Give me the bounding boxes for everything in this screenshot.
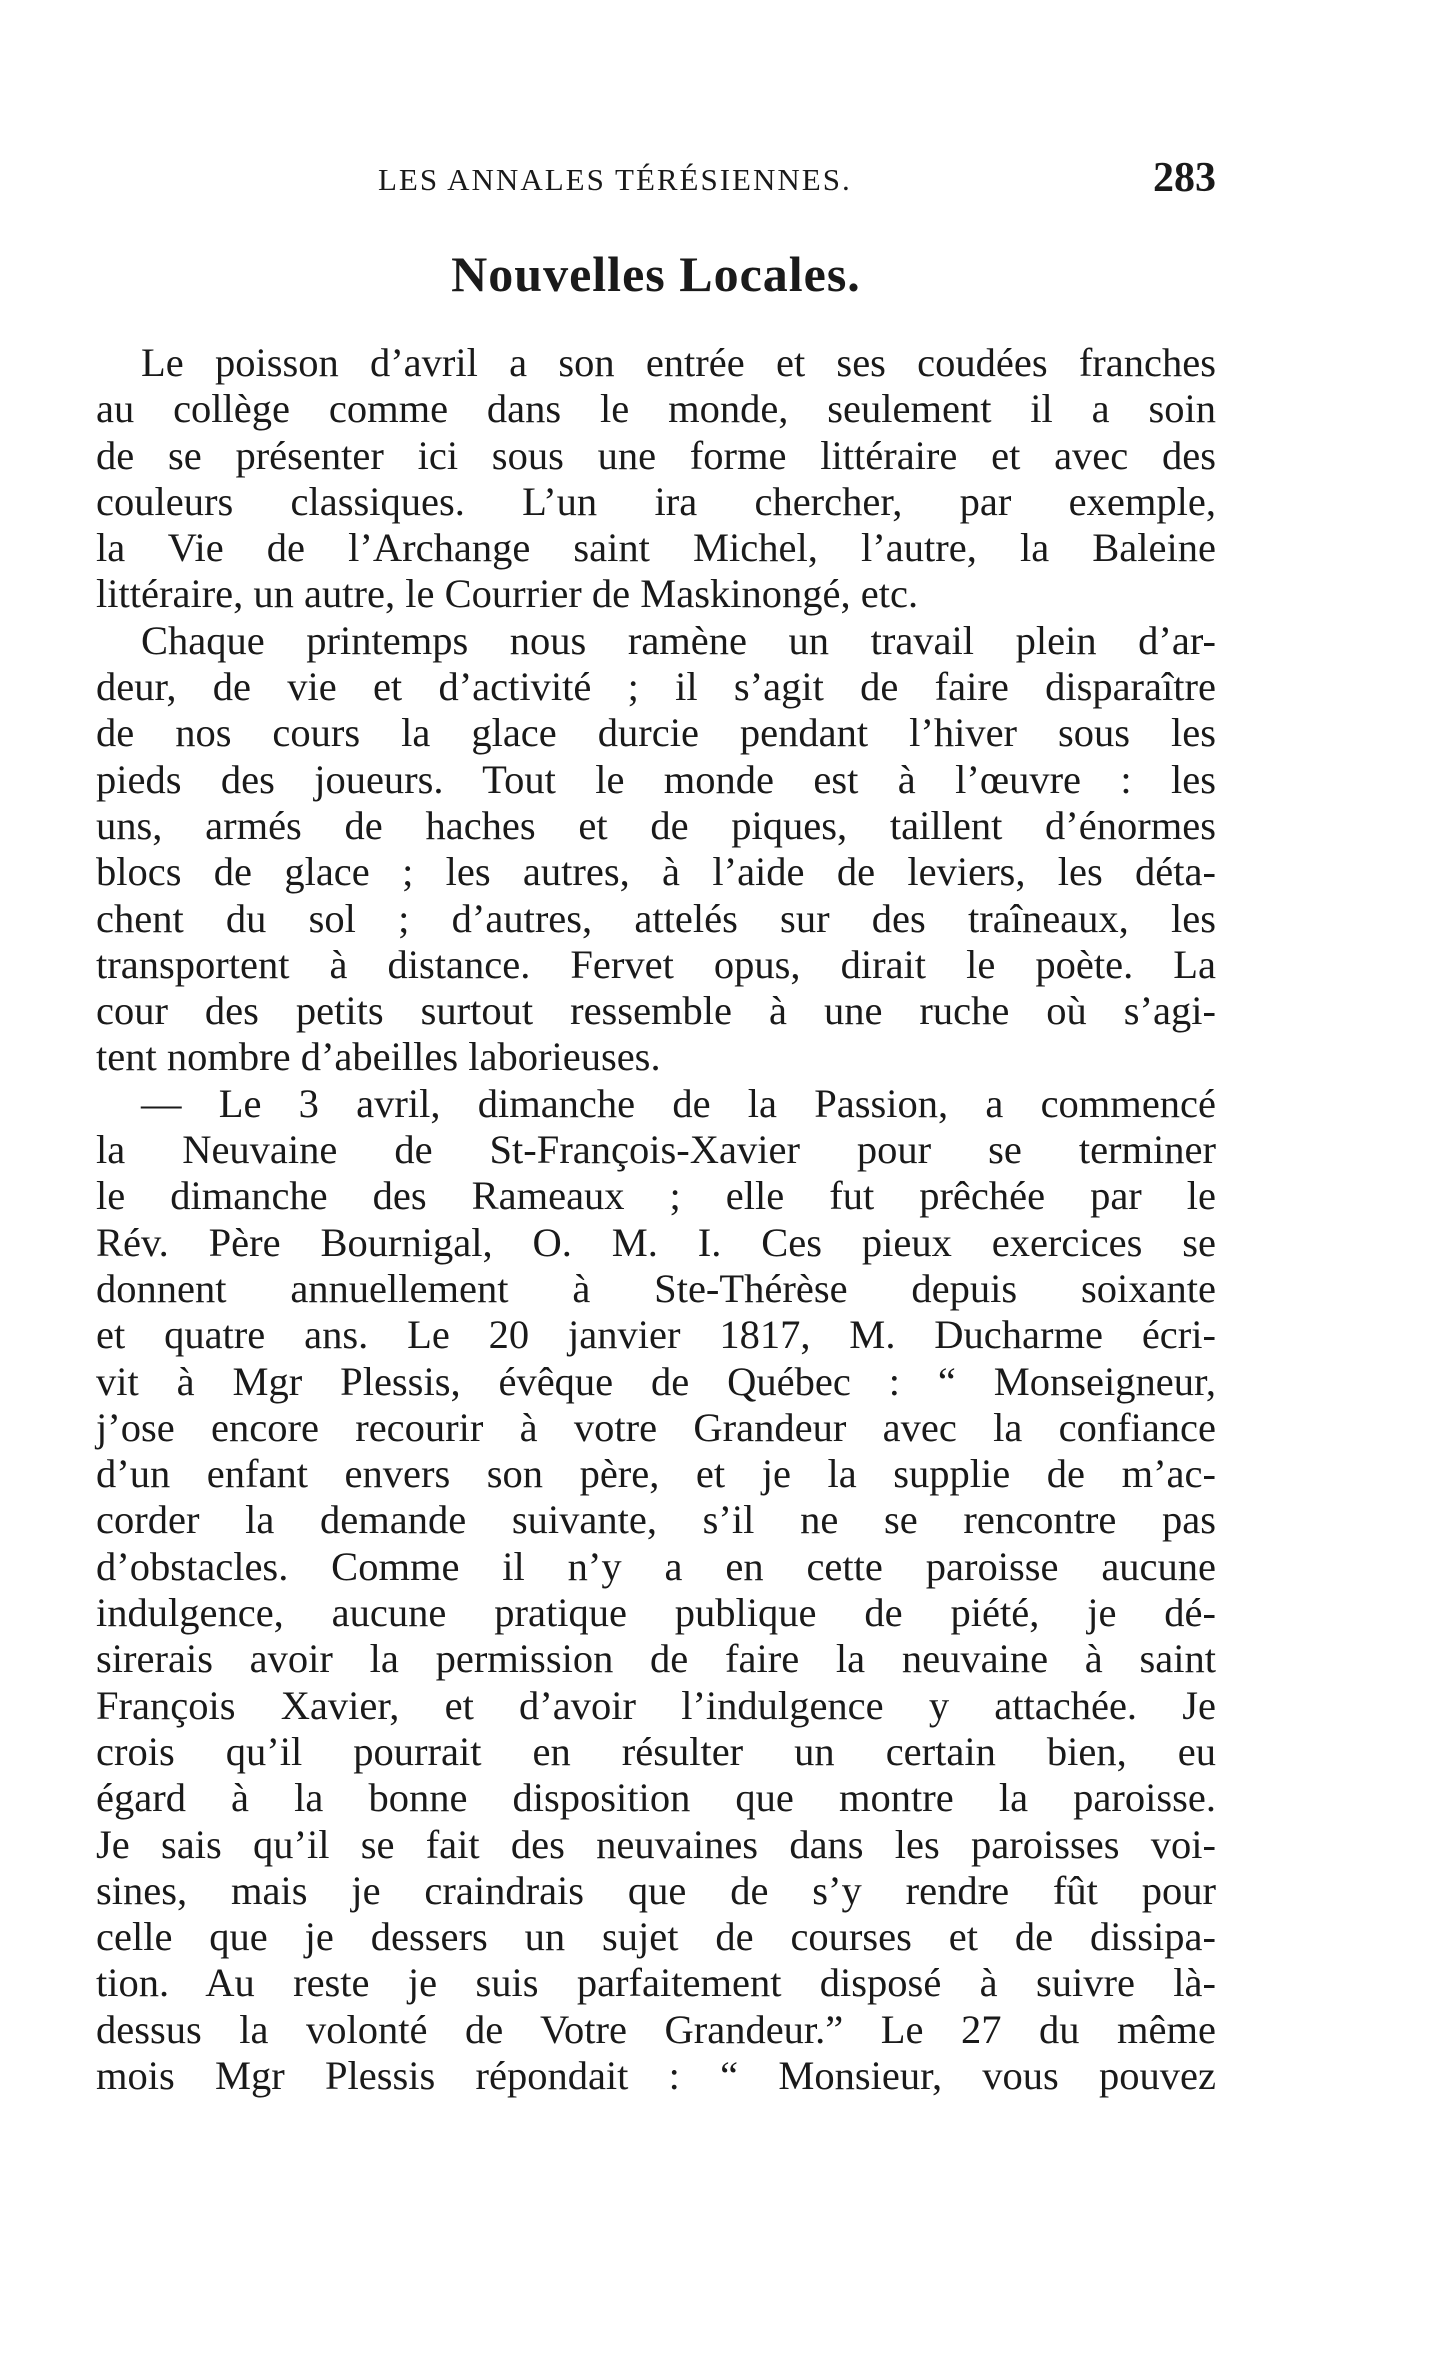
text-line: celle que je dessers un sujet de courses et de dissipa- xyxy=(96,1914,1216,1960)
text-line: pieds des joueurs. Tout le monde est à l’œuvre : les xyxy=(96,756,1216,802)
text-line: au collège comme dans le monde, seulement il a soin xyxy=(96,386,1216,432)
text-line: chent du sol ; d’autres, attelés sur des traîneaux, les xyxy=(96,895,1216,941)
text-line: — Le 3 avril, dimanche de la Passion, a commencé xyxy=(141,1080,1216,1126)
text-line: François Xavier, et d’avoir l’indulgence y attachée. Je xyxy=(96,1682,1216,1728)
running-head xyxy=(96,150,1216,210)
text-line: Rév. Père Bournigal, O. M. I. Ces pieux exercices se xyxy=(96,1219,1216,1265)
text-line: donnent annuellement à Ste-Thérèse depuis soixante xyxy=(96,1265,1216,1311)
text-line: corder la demande suivante, s’il ne se rencontre pas xyxy=(96,1497,1216,1543)
body-text xyxy=(96,340,1216,2099)
text-line: crois qu’il pourrait en résulter un certain bien, eu xyxy=(96,1728,1216,1774)
text-line: tent nombre d’abeilles laborieuses. xyxy=(96,1034,661,1080)
text-line: transportent à distance. Fervet opus, dirait le poète. La xyxy=(96,941,1216,987)
text-line: indulgence, aucune pratique publique de piété, je dé- xyxy=(96,1590,1216,1636)
text-line: tion. Au reste je suis parfaitement disposé à suivre là- xyxy=(96,1960,1216,2006)
page-number: 283 xyxy=(1153,155,1216,201)
text-line: mois Mgr Plessis répondait : “ Monsieur, vous pouvez xyxy=(96,2052,1216,2098)
section-title: Nouvelles Locales. xyxy=(451,246,861,302)
text-line: deur, de vie et d’activité ; il s’agit de faire disparaître xyxy=(96,664,1216,710)
text-line: de nos cours la glace durcie pendant l’hiver sous les xyxy=(96,710,1216,756)
text-line: couleurs classiques. L’un ira chercher, par exemple, xyxy=(96,478,1216,524)
text-line: égard à la bonne disposition que montre la paroisse. xyxy=(96,1775,1216,1821)
text-line: la Neuvaine de St-François-Xavier pour se terminer xyxy=(96,1127,1216,1173)
book-page xyxy=(96,150,1216,2099)
text-line: sirerais avoir la permission de faire la neuvaine à saint xyxy=(96,1636,1216,1682)
text-line: Je sais qu’il se fait des neuvaines dans les paroisses voi- xyxy=(96,1821,1216,1867)
text-line: le dimanche des Rameaux ; elle fut prêchée par le xyxy=(96,1173,1216,1219)
text-line: j’ose encore recourir à votre Grandeur avec la confiance xyxy=(96,1404,1216,1450)
text-line: vit à Mgr Plessis, évêque de Québec : “ Monseigneur, xyxy=(96,1358,1216,1404)
text-line: et quatre ans. Le 20 janvier 1817, M. Ducharme écri- xyxy=(96,1312,1216,1358)
text-line: dessus la volonté de Votre Grandeur.” Le 27 du même xyxy=(96,2006,1216,2052)
text-line: uns, armés de haches et de piques, taillent d’énormes xyxy=(96,802,1216,848)
text-line: cour des petits surtout ressemble à une ruche où s’agi- xyxy=(96,988,1216,1034)
text-line: d’obstacles. Comme il n’y a en cette paroisse aucune xyxy=(96,1543,1216,1589)
text-line: littéraire, un autre, le Courrier de Maskinongé, etc. xyxy=(96,571,919,617)
text-line: la Vie de l’Archange saint Michel, l’autre, la Baleine xyxy=(96,525,1216,571)
text-line: Chaque printemps nous ramène un travail plein d’ar- xyxy=(141,617,1216,663)
text-line: Le poisson d’avril a son entrée et ses coudées franches xyxy=(141,340,1216,385)
text-line: blocs de glace ; les autres, à l’aide de leviers, les déta- xyxy=(96,849,1216,895)
text-line: sines, mais je craindrais que de s’y rendre fût pour xyxy=(96,1867,1216,1913)
text-line: de se présenter ici sous une forme littéraire et avec des xyxy=(96,432,1216,478)
text-line: d’un enfant envers son père, et je la supplie de m’ac- xyxy=(96,1451,1216,1497)
running-title: LES ANNALES TÉRÉSIENNES. xyxy=(378,162,852,197)
